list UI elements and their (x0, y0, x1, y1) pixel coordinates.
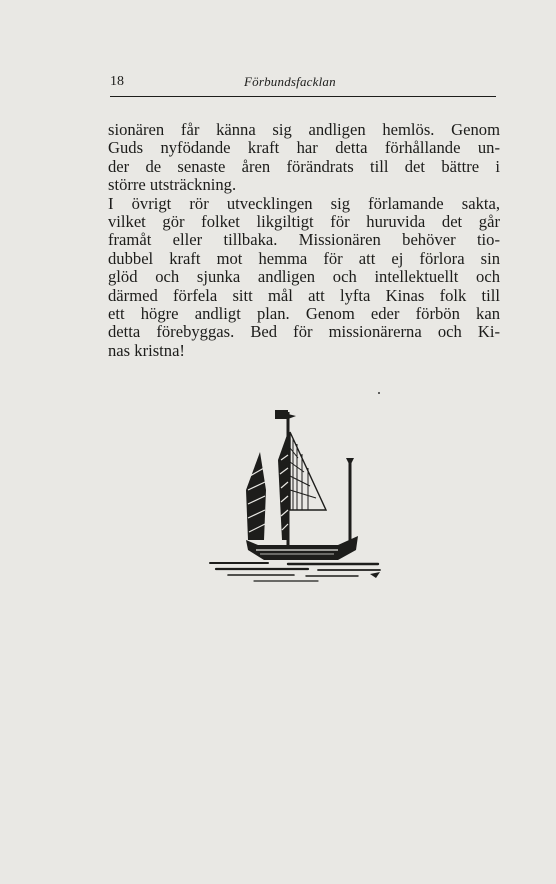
text-line: större utsträckning. (108, 175, 237, 195)
text-line: glöd och sjunka andligen och intellektuellt och (108, 267, 500, 287)
text-line: Guds nyfödande kraft har detta förhållande un- (108, 138, 500, 158)
text-line: nas kristna! (108, 340, 185, 360)
text-line: vilket gör folket likgiltigt för huruvida det går (108, 211, 500, 231)
running-title: Förbundsfacklan (244, 74, 336, 89)
text-line: därmed förfela sitt mål att lyfta Kinas folk till (108, 285, 500, 305)
text-line: framåt eller tillbaka. Missionären behöver tio- (108, 230, 500, 250)
text-line: der de senaste åren förändrats till det bättre i (108, 156, 500, 176)
page-number: 18 (110, 74, 124, 89)
text-line: detta förebyggas. Bed för missionärerna och Ki- (108, 322, 500, 342)
text-line: dubbel kraft mot hemma för att ej förlora sin (108, 248, 500, 268)
print-speck (378, 392, 380, 394)
text-line: sionären får känna sig andligen hemlös. Genom (108, 120, 500, 139)
body-text (108, 121, 500, 360)
page-header (110, 74, 496, 92)
junk-ship-icon (198, 400, 388, 590)
text-line: I övrigt rör utvecklingen sig förlamande sakta, (108, 193, 500, 213)
header-rule (110, 96, 496, 97)
text-line: ett högre andligt plan. Genom eder förbön kan (108, 303, 500, 323)
